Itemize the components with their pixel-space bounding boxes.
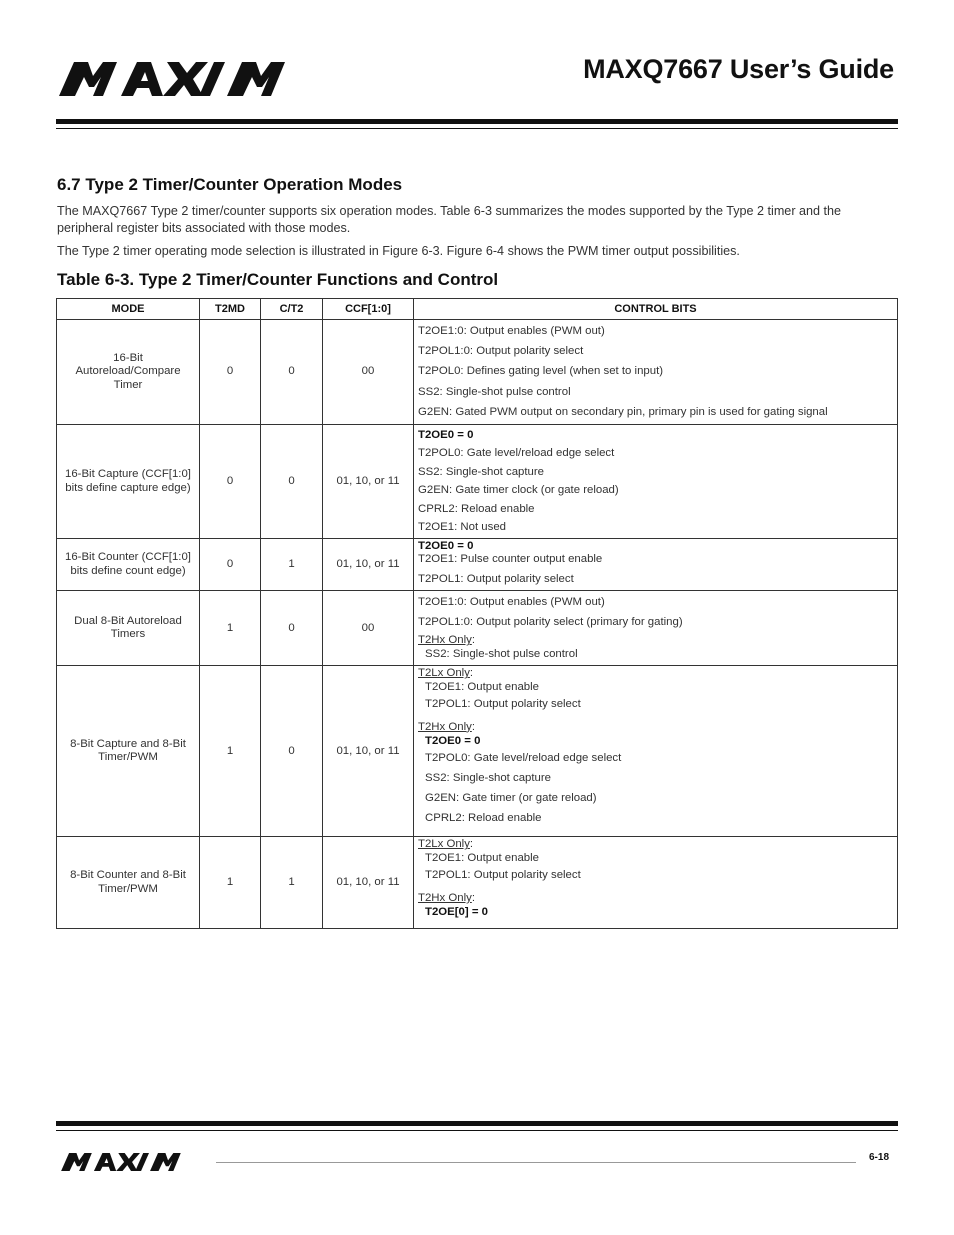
mode-cell: Dual 8-Bit Autoreload Timers <box>57 591 200 666</box>
table-title: Table 6-3. Type 2 Timer/Counter Functions and Control <box>57 270 499 289</box>
header-rule-thin <box>56 128 898 129</box>
t2hx-only-label: T2Hx Only <box>418 634 472 647</box>
footer-rule-thick <box>56 1121 898 1126</box>
header-ccf: CCF[1:0] <box>323 299 414 320</box>
header-control-bits: CONTROL BITS <box>414 299 898 320</box>
mode-cell: 16-Bit Counter (CCF[1:0] bits define count edge) <box>57 539 200 591</box>
intro-paragraph-1: The MAXQ7667 Type 2 timer/counter supports six operation modes. Table 6-3 summarizes the modes supported by the Type 2 timer and the peripheral register bits associated with those modes. <box>57 204 842 235</box>
control-bit: T2OE[0] = 0 <box>425 905 488 918</box>
control-bit-group-label: T2Hx Only: <box>418 891 475 904</box>
footer-maxim-logo-mark <box>57 1153 205 1171</box>
control-bit: T2POL0: Gate level/reload edge select <box>418 447 615 460</box>
control-bit: SS2: Single-shot pulse control <box>425 648 578 661</box>
control-bit: T2POL1:0: Output polarity select <box>418 345 584 358</box>
section-heading: 6.7 Type 2 Timer/Counter Operation Modes <box>57 175 403 194</box>
footer-maxim-logo <box>57 1153 205 1171</box>
table-header-row <box>57 299 898 320</box>
maxim-logo-mark <box>57 62 325 96</box>
ccf-cell: 01, 10, or 11 <box>323 539 414 591</box>
table-row <box>57 539 898 591</box>
control-bit: T2OE0 = 0 <box>425 734 481 747</box>
mode-cell: 8-Bit Capture and 8-Bit Timer/PWM <box>57 666 200 837</box>
control-bits-cell <box>414 320 898 425</box>
t2md-cell: 0 <box>200 320 261 425</box>
ccf-cell: 01, 10, or 11 <box>323 837 414 929</box>
control-bit: SS2: Single-shot capture <box>418 465 545 478</box>
timer-modes-table <box>56 298 898 929</box>
control-bit: T2POL0: Gate level/reload edge select <box>425 751 622 764</box>
mode-cell: 8-Bit Counter and 8-Bit Timer/PWM <box>57 837 200 929</box>
t2md-cell: 0 <box>200 425 261 539</box>
control-bits-cell <box>414 837 898 929</box>
control-bit: T2POL1: Output polarity select <box>425 698 581 711</box>
control-bits-cell <box>414 425 898 539</box>
t2lx-only-label: T2Lx Only <box>418 667 470 680</box>
document-title: MAXQ7667 User’s Guide <box>583 54 894 84</box>
table-row <box>57 425 898 539</box>
control-bits-cell <box>414 666 898 837</box>
ccf-cell: 00 <box>323 320 414 425</box>
control-bits-cell <box>414 591 898 666</box>
table-row <box>57 837 898 929</box>
control-bit-group-label: T2Lx Only: <box>418 667 474 680</box>
t2md-cell: 1 <box>200 666 261 837</box>
mode-cell: 16-Bit Autoreload/Compare Timer <box>57 320 200 425</box>
ccf-cell: 00 <box>323 591 414 666</box>
header-mode: MODE <box>57 299 200 320</box>
control-bit-group-label: T2Hx Only: <box>418 634 475 647</box>
page-number: 6-18 <box>869 1152 890 1163</box>
t2hx-only-label: T2Hx Only <box>418 720 472 733</box>
control-bit-group-label: T2Lx Only: <box>418 838 474 851</box>
control-bit: CPRL2: Reload enable <box>425 812 542 825</box>
t2md-cell: 0 <box>200 539 261 591</box>
header-ct2: C/T2 <box>261 299 323 320</box>
t2md-cell: 1 <box>200 837 261 929</box>
control-bits-cell <box>414 539 898 591</box>
ct2-cell: 0 <box>261 320 323 425</box>
mode-cell: 16-Bit Capture (CCF[1:0] bits define capture edge) <box>57 425 200 539</box>
control-bit: G2EN: Gate timer (or gate reload) <box>425 792 597 805</box>
control-bit: SS2: Single-shot capture <box>425 771 552 784</box>
control-bit: T2OE0 = 0 <box>418 429 474 442</box>
control-bit: T2POL0: Defines gating level (when set to input) <box>418 365 664 378</box>
ccf-cell: 01, 10, or 11 <box>323 425 414 539</box>
control-bit-group-label: T2Hx Only: <box>418 720 475 733</box>
ccf-cell: 01, 10, or 11 <box>323 666 414 837</box>
ct2-cell: 1 <box>261 539 323 591</box>
control-bit: G2EN: Gated PWM output on secondary pin, primary pin is used for gating signal <box>418 405 828 418</box>
t2md-cell: 1 <box>200 591 261 666</box>
intro-paragraph-2: The Type 2 timer operating mode selection is illustrated in Figure 6-3. Figure 6-4 shows the PWM timer output possibilities. <box>57 244 740 258</box>
control-bit: T2OE1:0: Output enables (PWM out) <box>418 596 605 609</box>
t2hx-only-label: T2Hx Only <box>418 891 472 904</box>
ct2-cell: 0 <box>261 591 323 666</box>
control-bit: T2POL1:0: Output polarity select (primary for gating) <box>418 616 683 629</box>
control-bit: T2OE0 = 0 <box>418 540 474 553</box>
table-row <box>57 320 898 425</box>
control-bit: T2OE1:0: Output enables (PWM out) <box>418 325 605 337</box>
ct2-cell: 0 <box>261 425 323 539</box>
control-bit: T2POL1: Output polarity select <box>425 869 581 882</box>
control-bit: T2OE1: Not used <box>418 521 507 534</box>
t2lx-only-label: T2Lx Only <box>418 838 470 851</box>
control-bit: SS2: Single-shot pulse control <box>418 385 571 398</box>
control-bit: CPRL2: Reload enable <box>418 502 535 515</box>
control-bit: G2EN: Gate timer clock (or gate reload) <box>418 484 619 497</box>
table-row <box>57 666 898 837</box>
header-rule-thick <box>56 119 898 124</box>
footer-rule-thin <box>56 1130 898 1131</box>
control-bit: T2POL1: Output polarity select <box>418 572 574 585</box>
ct2-cell: 1 <box>261 837 323 929</box>
footer-divider <box>216 1162 856 1163</box>
table-row <box>57 591 898 666</box>
ct2-cell: 0 <box>261 666 323 837</box>
control-bit: T2OE1: Output enable <box>425 681 539 694</box>
header-t2md: T2MD <box>200 299 261 320</box>
control-bit: T2OE1: Pulse counter output enable <box>418 553 603 566</box>
control-bit: T2OE1: Output enable <box>425 852 539 865</box>
maxim-logo <box>57 62 325 96</box>
